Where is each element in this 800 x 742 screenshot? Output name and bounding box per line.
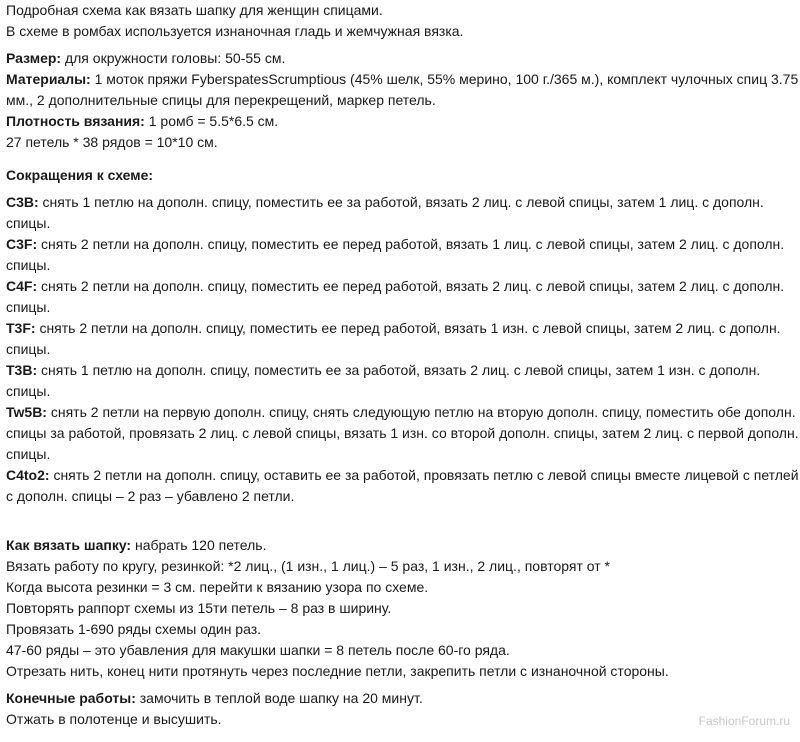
density-line xyxy=(6,111,796,132)
howto-value: набрать 120 петель. xyxy=(131,537,267,553)
howto-step: Вязать работу по кругу, резинкой: *2 лиц., (1 изн., 1 лиц.) – 5 раз, 1 изн., 2 лиц., повторят от * xyxy=(6,558,610,574)
abbrev-code: C4F: xyxy=(6,278,38,294)
abbrev-text: спицы. xyxy=(6,383,51,399)
abbrev-text: снять 2 петли на дополн. спицу, поместить ее перед работой, вязать 1 изн. с левой спицы, затем 2 лиц. с дополн. xyxy=(35,320,781,336)
finish-value: замочить в теплой воде шапку на 20 минут. xyxy=(135,690,423,706)
abbrev-item xyxy=(6,192,796,234)
abbrev-text: с дополн. спицы – 2 раз – убавлено 2 петли. xyxy=(6,488,295,504)
abbrev-item xyxy=(6,234,796,276)
abbrev-text: снять 2 петли на дополн. спицу, оставить ее за работой, провязать петлю с левой спицы вместе лицевой с петлей xyxy=(49,467,799,483)
density-label: Плотность вязания: xyxy=(6,113,145,129)
abbrev-text: спицы. xyxy=(6,341,51,357)
abbrev-text: спицы за работой, провязать 2 лиц. с левой спицы, вязать 1 изн. со второй дополн. спицы, затем 2 лиц. с первой дополн. xyxy=(6,425,799,441)
size-line xyxy=(6,48,796,69)
abbrev-text: снять 2 петли на первую дополн. спицу, снять следующую петлю на вторую дополн. спицу, поместить обе дополн. xyxy=(46,404,796,420)
abbrev-text: снять 2 петли на дополн. спицу, поместить ее перед работой, вязать 1 лиц. с левой спицы, затем 2 лиц. с дополн. xyxy=(37,236,785,252)
finish-label: Конечные работы: xyxy=(6,690,136,706)
abbrev-code: C3B: xyxy=(6,194,39,210)
howto-step: Провязать 1-690 ряды схемы один раз. xyxy=(6,621,262,637)
howto-line xyxy=(6,535,796,556)
intro-line-1: Подробная схема как вязать шапку для женщин спицами. xyxy=(6,2,383,18)
materials-label: Материалы: xyxy=(6,71,91,87)
abbrev-text: снять 1 петлю на дополн. спицу, поместить ее за работой, вязать 2 лиц. с левой спицы, затем 1 изн. с дополн. xyxy=(37,362,761,378)
howto-step: 47-60 ряды – это убавления для макушки шапки = 8 петель после 60-го ряда. xyxy=(6,642,510,658)
howto-step: Когда высота резинки = 3 см. перейти к вязанию узора по схеме. xyxy=(6,579,429,595)
abbrev-text: снять 2 петли на дополн. спицу, поместить ее перед работой, вязать 2 лиц. с левой спицы, затем 2 лиц. с дополн. xyxy=(37,278,785,294)
abbrev-item xyxy=(6,318,796,360)
howto-step: Отрезать нить, конец нити протянуть через последние петли, закрепить петли с изнаночной стороны. xyxy=(6,663,669,679)
finish-line-2: Отжать в полотенце и высушить. xyxy=(6,711,222,727)
abbrev-text: спицы. xyxy=(6,299,51,315)
materials-value: 1 моток пряжи FyberspatesScrumptious (45% шелк, 55% мерино, 100 г./365 м.), комплект чулочных спиц 3.75 xyxy=(90,71,799,87)
finish-line xyxy=(6,688,796,709)
howto-label: Как вязать шапку: xyxy=(6,537,132,553)
density-line-2: 27 петель * 38 рядов = 10*10 см. xyxy=(6,134,218,150)
size-label: Размер: xyxy=(6,50,62,66)
abbrev-text: спицы. xyxy=(6,446,51,462)
site-watermark: FashionForum.ru xyxy=(698,714,790,728)
abbrev-text: спицы. xyxy=(6,257,51,273)
abbrev-code: T3F: xyxy=(6,320,36,336)
abbrev-text: спицы. xyxy=(6,215,51,231)
abbrev-text: снять 1 петлю на дополн. спицу, поместить ее за работой, вязать 2 лиц. с левой спицы, затем 1 лиц. с дополн. xyxy=(38,194,764,210)
article-body xyxy=(6,0,799,730)
size-value: для окружности головы: 50-55 см. xyxy=(61,50,286,66)
abbrev-item xyxy=(6,402,799,465)
density-value: 1 ромб = 5.5*6.5 см. xyxy=(144,113,279,129)
howto-step: Повторять раппорт схемы из 15ти петель – 8 раз в ширину. xyxy=(6,600,392,616)
intro-line-2: В схеме в ромбах используется изнаночная гладь и жемчужная вязка. xyxy=(6,23,464,39)
abbrev-item xyxy=(6,360,796,402)
materials-line-2: мм., 2 дополнительные спицы для перекрещений, маркер петель. xyxy=(6,92,436,108)
abbrev-heading: Сокращения к схеме: xyxy=(6,167,154,183)
materials-line xyxy=(6,69,799,90)
abbrev-item xyxy=(6,276,796,318)
abbrev-code: C4to2: xyxy=(6,467,50,483)
abbrev-code: C3F: xyxy=(6,236,38,252)
abbrev-code: Tw5B: xyxy=(6,404,47,420)
abbrev-code: T3B: xyxy=(6,362,38,378)
abbrev-item xyxy=(6,465,799,507)
